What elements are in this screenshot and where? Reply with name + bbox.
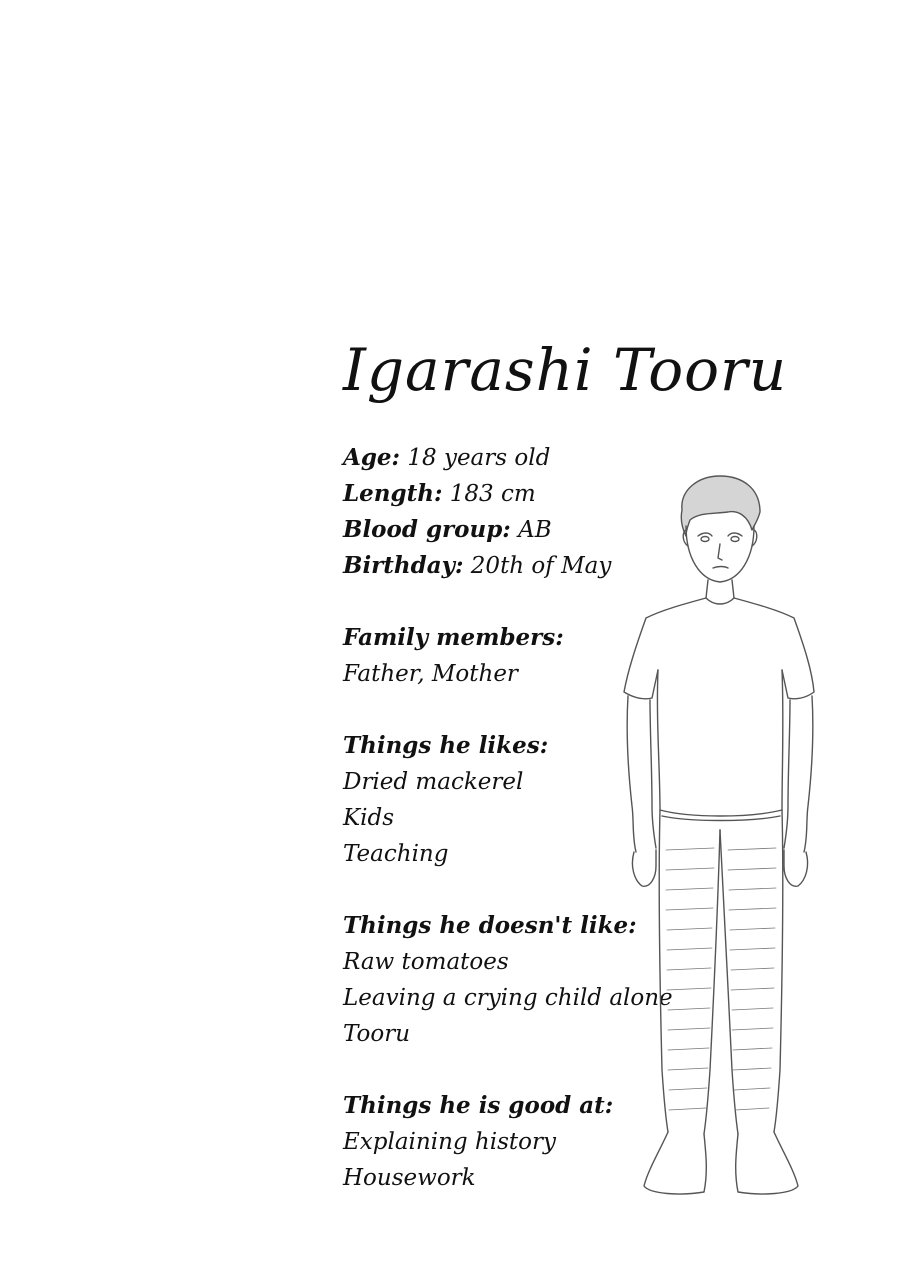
stat-label: Blood group: bbox=[343, 516, 511, 543]
list-item: Leaving a crying child alone bbox=[343, 985, 673, 1011]
list-item: Kids bbox=[343, 805, 395, 831]
section-heading: Family members: bbox=[343, 624, 564, 651]
stat-birthday bbox=[343, 548, 643, 584]
stat-label: Birthday: bbox=[343, 552, 464, 579]
list-item: Housework bbox=[343, 1165, 476, 1191]
section-likes bbox=[343, 728, 643, 872]
section-family bbox=[343, 620, 643, 692]
stat-value: 183 cm bbox=[449, 481, 536, 507]
list-item: Tooru bbox=[343, 1021, 411, 1047]
character-name-title: Igarashi Tooru bbox=[343, 336, 788, 404]
section-dislikes bbox=[343, 908, 673, 1052]
list-item: Father, Mother bbox=[343, 661, 518, 687]
stat-length bbox=[343, 476, 643, 512]
section-heading: Things he doesn't like: bbox=[343, 912, 637, 939]
list-item: Explaining history bbox=[343, 1129, 556, 1155]
stat-value: AB bbox=[518, 517, 552, 543]
list-item: Teaching bbox=[343, 841, 449, 867]
stat-age bbox=[343, 440, 643, 476]
section-heading: Things he likes: bbox=[343, 732, 549, 759]
stat-value: 20th of May bbox=[470, 553, 612, 579]
section-good-at bbox=[343, 1088, 643, 1196]
character-sketch-icon bbox=[610, 470, 840, 1210]
stat-label: Length: bbox=[343, 480, 443, 507]
section-heading: Things he is good at: bbox=[343, 1092, 614, 1119]
list-item: Dried mackerel bbox=[343, 769, 524, 795]
profile-details bbox=[343, 440, 673, 1196]
stat-value: 18 years old bbox=[407, 445, 551, 471]
stat-blood-group bbox=[343, 512, 643, 548]
stat-label: Age: bbox=[343, 444, 401, 471]
list-item: Raw tomatoes bbox=[343, 949, 509, 975]
